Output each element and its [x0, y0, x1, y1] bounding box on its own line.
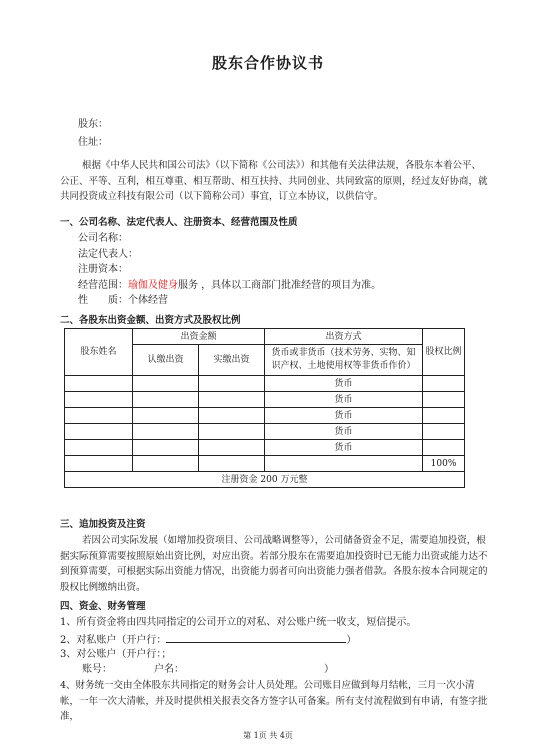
capital-label: 注册资本：: [78, 264, 128, 275]
account-label: 账号：: [82, 664, 112, 675]
method-cell: 货币: [265, 376, 423, 392]
private-account-label: 2、对私账户（开户行：: [60, 635, 167, 646]
method-cell: 货币: [265, 392, 423, 408]
private-account-close: ）: [346, 635, 357, 646]
account-number-row: [82, 663, 334, 676]
method-cell: [265, 456, 423, 472]
table-row: [65, 456, 465, 472]
scope-label: 经营范围：: [78, 280, 128, 291]
header-shareholder-name: 股东姓名: [65, 329, 133, 376]
shareholder-label: 股东：: [78, 119, 108, 130]
section3-heading: 三、追加投资及注资: [60, 519, 146, 530]
method-cell: 货币: [265, 408, 423, 424]
method-cell: 货币: [265, 440, 423, 456]
holder-label: 户名：: [154, 664, 184, 675]
table-total-row: [65, 472, 465, 488]
section1-heading: 一、公司名称、法定代表人、注册资本、经营范围及性质: [60, 217, 298, 228]
table-row: [65, 440, 465, 456]
finance-item-2: [60, 632, 356, 647]
legal-rep-label: 法定代表人：: [78, 249, 138, 260]
method-cell: 货币: [265, 424, 423, 440]
company-nature: [78, 294, 168, 307]
ratio-cell: [423, 440, 465, 456]
document-title: 股东合作协议书: [211, 54, 324, 72]
business-scope: [78, 279, 381, 292]
page-footer: 第 1页 共 4页: [243, 731, 293, 740]
header-method-detail: 货币或非货币（技术劳务、实物、知识产权、土地使用权等非货币作价）: [265, 345, 423, 376]
ratio-cell: [423, 424, 465, 440]
section3-paragraph: 若因公司实际发展（如增加投资项目、公司战略调整等），公司储备资金不足，需要追加投资，根据实际预算需要按照原始出资比例，对应出资。若部分股东在需要追加投资时已无能力出资或能力达不到预算需要，可根据实际出资能力情况，出资能力弱者可向出资能力强者借款。各股东按本合同规定的股权比例缴纳出资。: [60, 535, 488, 593]
section2-heading: 二、各股东出资金额、出资方式及股权比例: [60, 315, 241, 326]
scope-highlight: 瑜伽及健身: [128, 280, 178, 291]
header-subscribed: 认缴出资: [133, 345, 199, 376]
table-row: [65, 408, 465, 424]
header-paid: 实缴出资: [199, 345, 265, 376]
scope-rest: 服务 ，具体以工商部门批准经营的项目为准。: [178, 280, 382, 291]
finance-item-4: 4、财务统一交由全体股东共同指定的财务会计人员处理。公司账目应做到每月结帐，三月一次小清帐，一年一次大清帐，并及时提供相关报表交各方签字认可备案。所有支付流程做到有申请，有签字批准，: [60, 680, 488, 722]
nature-label: 性 质：: [78, 295, 128, 306]
header-amount: 出资金额: [133, 329, 265, 345]
table-row: [65, 376, 465, 392]
finance-item-1: 1、所有资金将由四共同指定的公司开立的对私、对公账户统一收支，短信提示。: [60, 617, 417, 628]
table-row: [65, 424, 465, 440]
table-header-row: [65, 329, 465, 345]
account-close: ）: [324, 664, 334, 675]
address-label: 住址：: [78, 137, 108, 148]
nature-value: 个体经营: [128, 295, 168, 306]
preamble-paragraph: 根据《中华人民共和国公司法》（以下简称《公司法》）和其他有关法律法规，各股东本着公平、公正、平等、互利，相互尊重、相互帮助、相互扶持、共同创业、共同致富的原则，经过友好协商，就共同投资成立科技有限公司（以下简称公司）事宜，订立本协议，以供信守。: [60, 160, 488, 202]
section4-heading: 四、资金、财务管理: [60, 601, 146, 612]
company-name-label: 公司名称：: [78, 233, 128, 244]
header-ratio: 股权比例: [423, 329, 465, 376]
ratio-cell: 100%: [423, 456, 465, 472]
total-capital: 注册资金 200 万元整: [65, 472, 465, 488]
capital-table: [64, 328, 465, 488]
table-row: [65, 392, 465, 408]
ratio-cell: [423, 392, 465, 408]
header-method: 出资方式: [265, 329, 423, 345]
ratio-cell: [423, 408, 465, 424]
ratio-cell: [423, 376, 465, 392]
finance-item-3: 3、对公账户（开户行：；: [60, 649, 172, 660]
private-account-blank: [166, 632, 346, 643]
